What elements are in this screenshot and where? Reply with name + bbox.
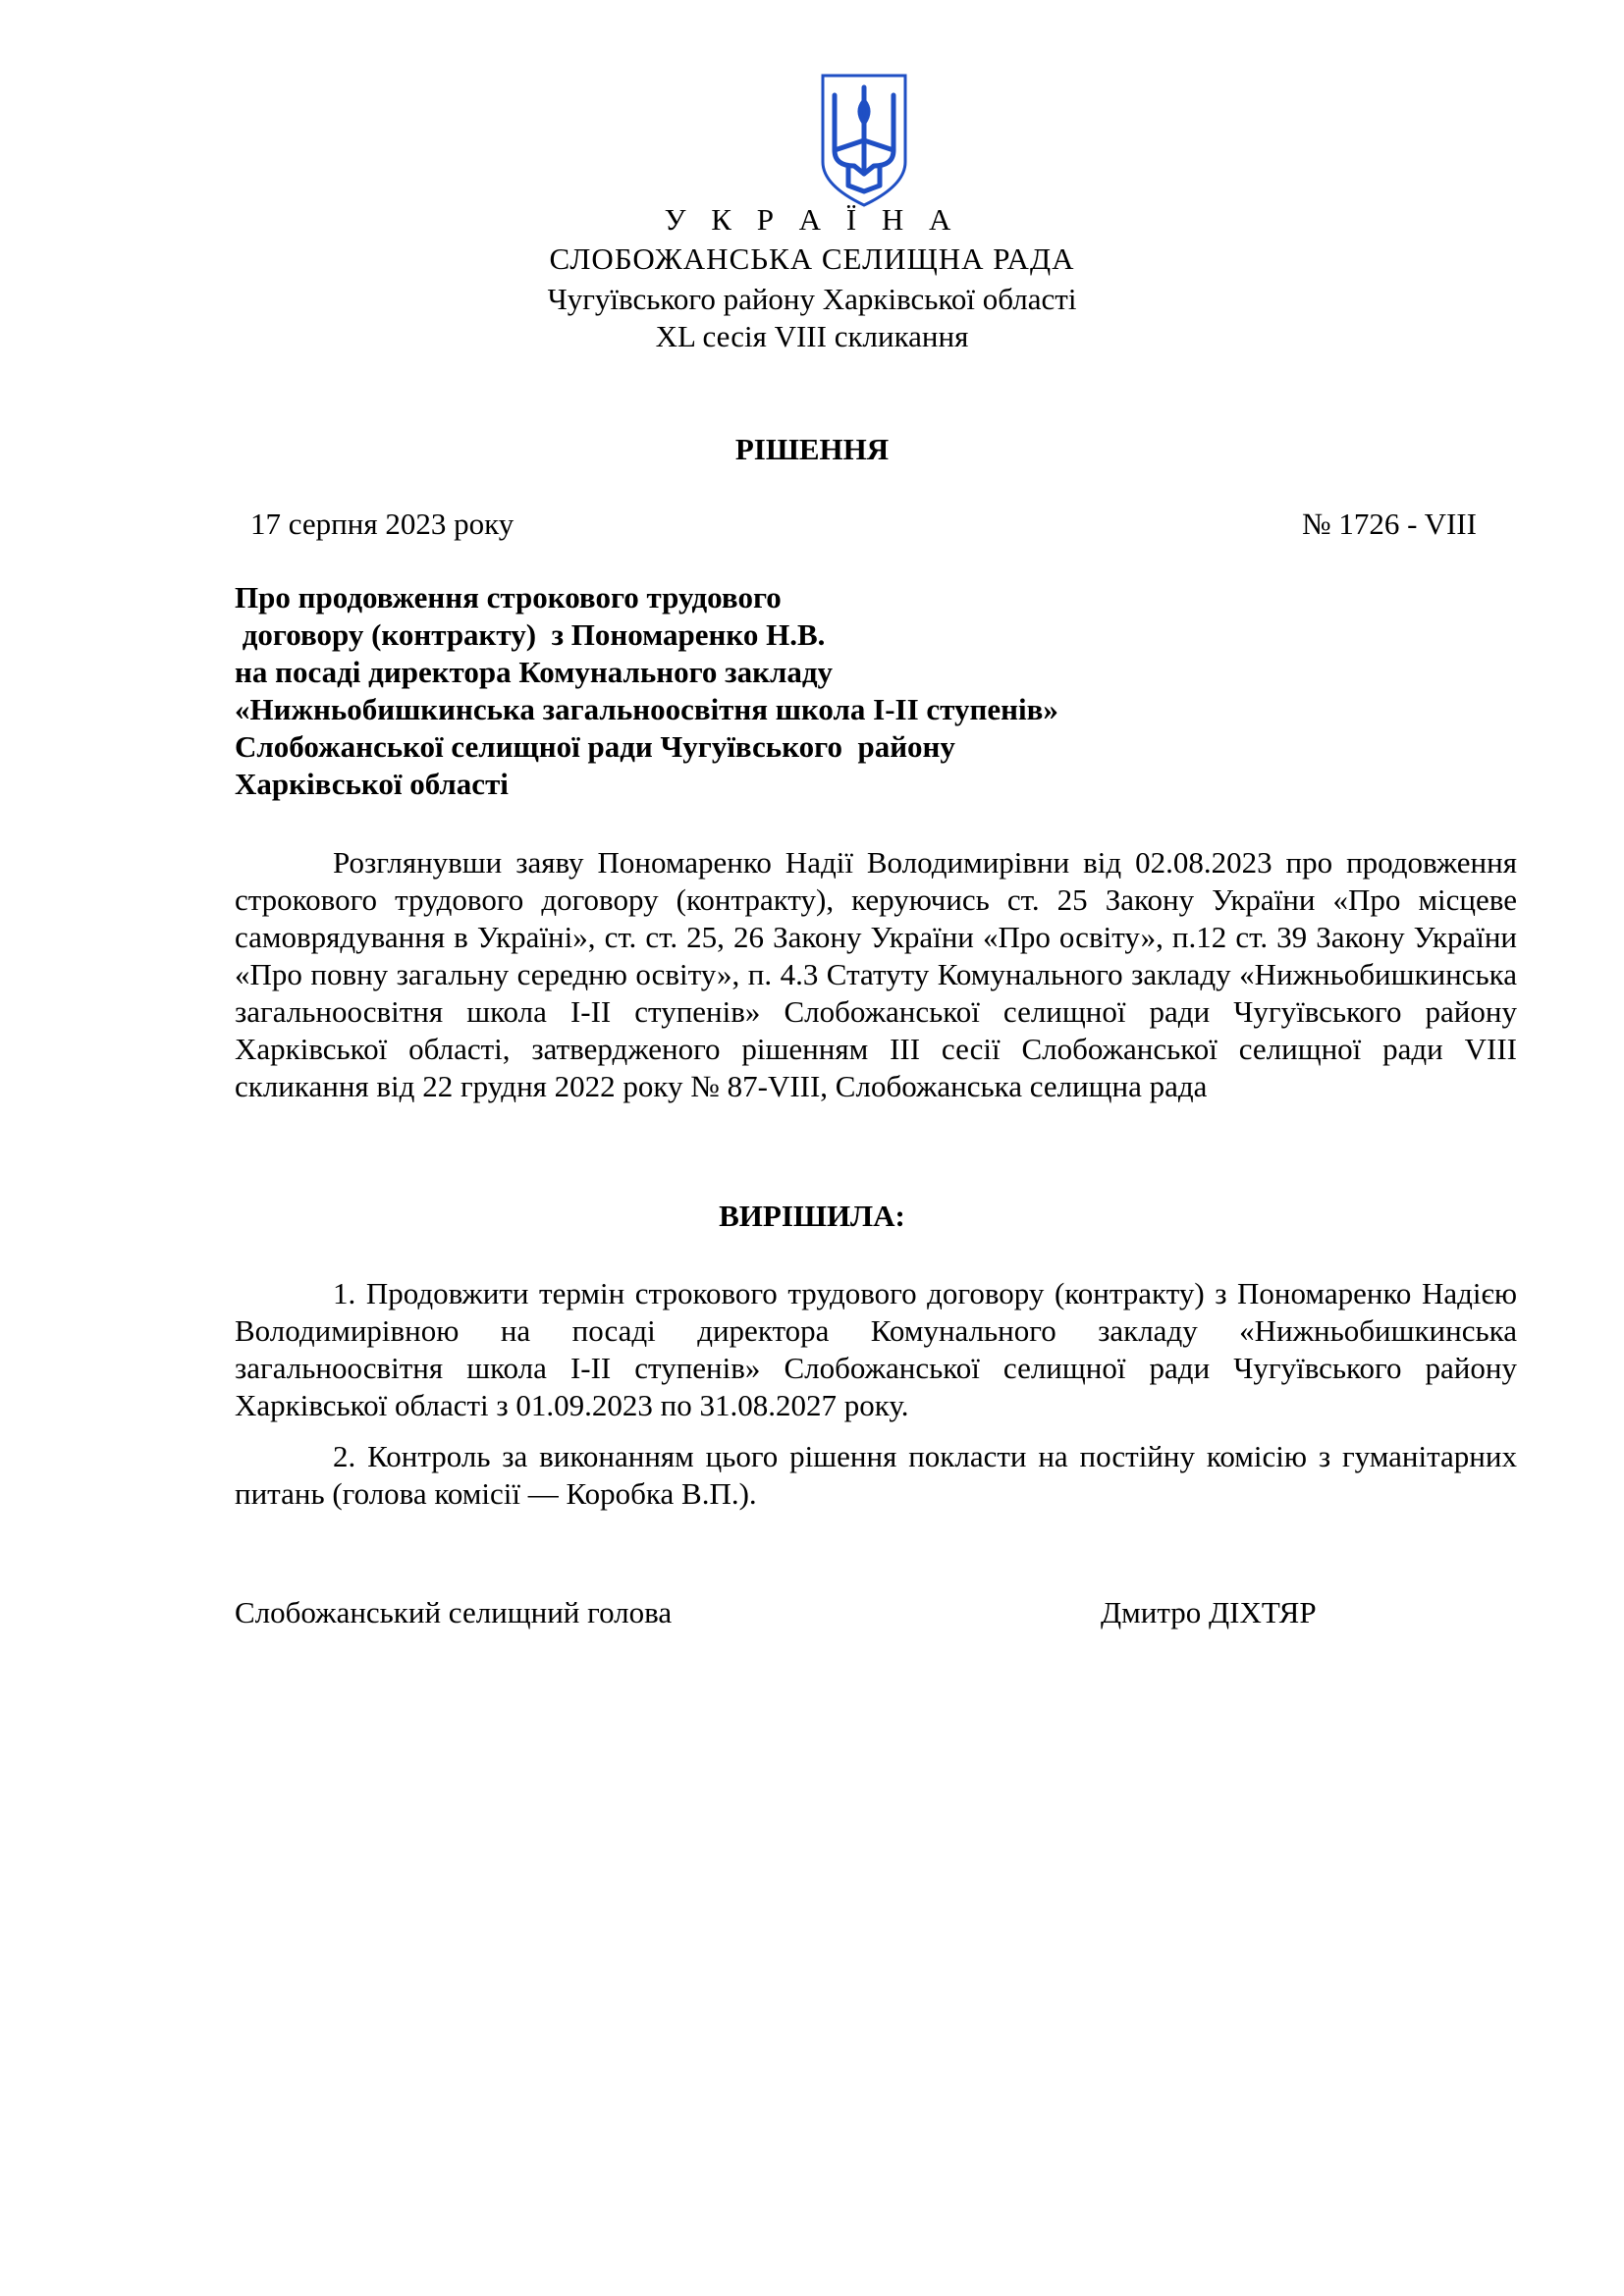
decision-item: 1. Продовжити термін строкового трудового договору (контракту) з Пономаренко Надією Володимирівною на посаді директора Комунального закладу «Нижньобишкинська загальноосвітня школа І-ІІ ступенів» Слобожанської селищної ради Чугуївського району Харківської області з 01.09.2023 по 31.08.2027 року. [235, 1276, 1517, 1422]
signature-position: Слобожанський селищний голова [235, 1595, 673, 1629]
decided-heading: ВИРІШИЛА: [719, 1199, 905, 1233]
council-name: СЛОБОЖАНСЬКА СЕЛИЩНА РАДА [549, 241, 1075, 276]
document-subject: Про продовження строкового трудового договору (контракту) з Пономаренко Н.В. на посаді директора Комунального закладу «Нижньобишкинська загальноосвітня школа І-ІІ ступенів» Слобожанської селищної ради Чугуївського району Харківської області [235, 580, 1058, 801]
signature-name: Дмитро ДІХТЯР [1101, 1595, 1317, 1629]
district-name: Чугуївського району Харківської області [547, 282, 1077, 316]
document-title: РІШЕННЯ [734, 432, 890, 466]
session-info: XL сесія VIII скликання [655, 319, 969, 353]
decision-item: 2. Контроль за виконанням цього рішення покласти на постійну комісію з гуманітарних питань (голова комісії — Коробка В.П.). [235, 1439, 1517, 1511]
trident-icon [815, 72, 913, 209]
country-name: У К Р А Ї Н А [664, 202, 960, 237]
preamble-paragraph: Розглянувши заяву Пономаренко Надії Володимирівни від 02.08.2023 про продовження строкового трудового договору (контракту), керуючись ст. 25 Закону України «Про місцеве самоврядування в Україні», ст. ст. 25, 26 Закону України «Про освіту», п.12 ст. 39 Закону України «Про повну загальну середню освіту», п. 4.3 Статуту Комунального закладу «Нижньобишкинська загальноосвітня школа І-ІІ ступенів» Слобожанської селищної ради Чугуївського району Харківської області, затвердженого рішенням ІІІ сесії Слобожанської селищної ради VІІІ скликання від 22 грудня 2022 року № 87-VІІІ, Слобожанська селищна рада [235, 845, 1517, 1103]
document-number: № 1726 - VIII [1302, 507, 1477, 541]
document-date: 17 серпня 2023 року [250, 507, 514, 541]
